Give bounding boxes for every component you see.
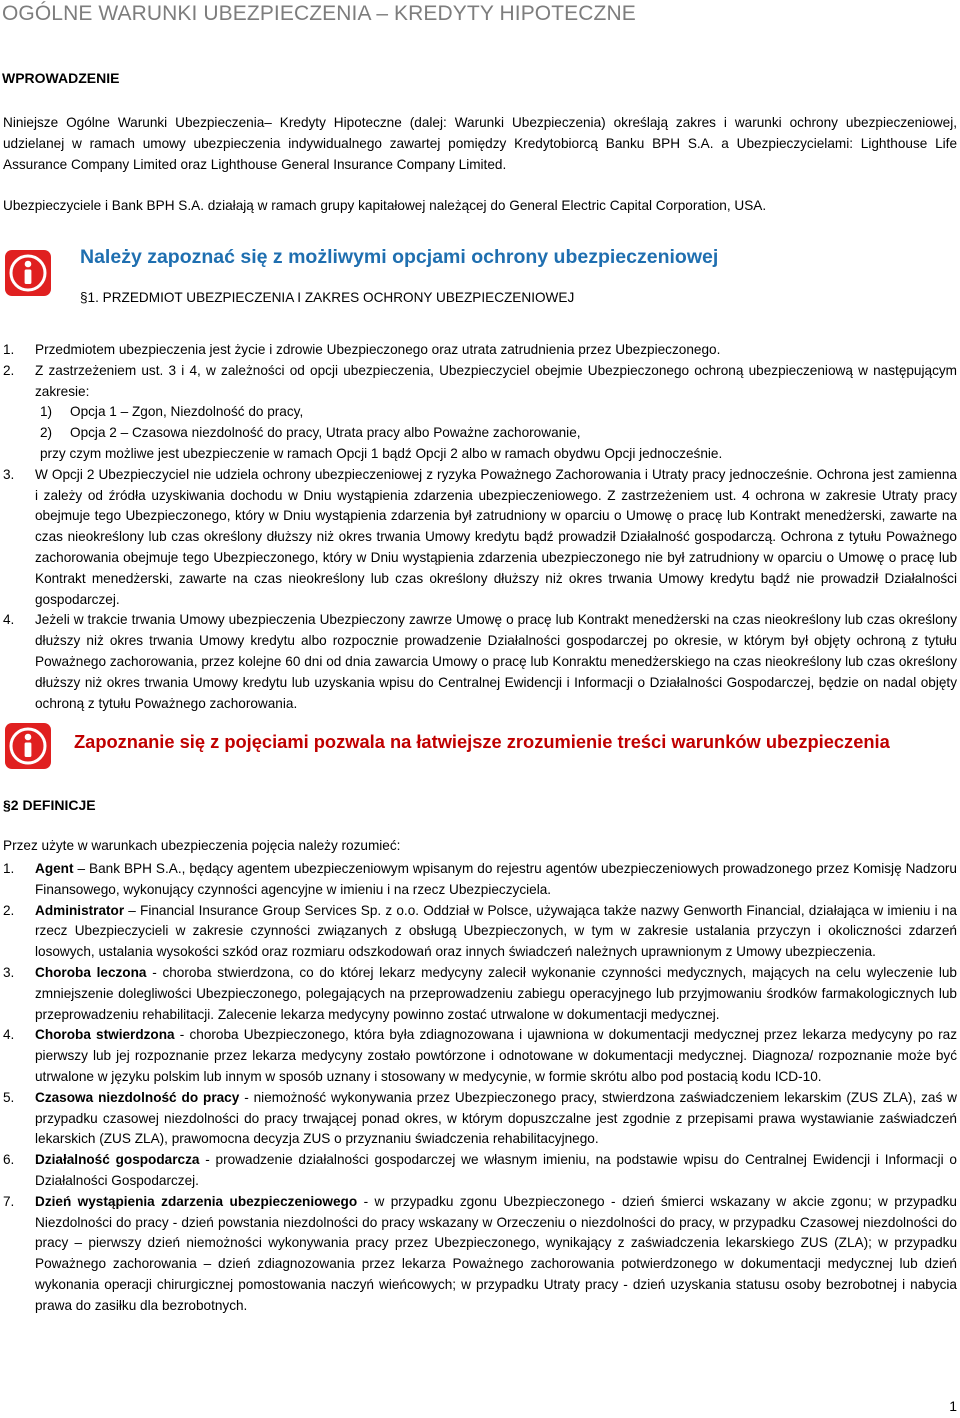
definition-text: - w przypadku zgonu Ubezpieczonego - dzień śmierci wskazany w akcie zgonu; w przypadku Niezdolności do pracy - dzień powstania niezdolności do pracy wskazany w Orzeczeniu o niezdolności do pracy, w przypadku Czasowej niezdolności do pracy – pierwszy dzień niemożności wykonywania pracy przez Ubezpieczonego, wynikający z zaświadczenia lekarskiego ZUS (ZLA); w przypadku Poważnego zachorowania – dzień zdiagnozowania przez lekarza Poważnego zachorowania potwierdzonego w dokumentacji medycznej lub dzień wykonania operacji chirurgicznej pomostowania naczyń wieńcowych; w przypadku Utraty pracy - dzień uzyskania statusu osoby bezrobotnej i nabycia prawa do zasiłku dla bezrobotnych. — [35, 1193, 957, 1313]
item-number: 6. — [3, 1152, 15, 1168]
definition-item — [0, 901, 960, 963]
option-item — [35, 402, 957, 423]
definition-text: - niemożność wykonywania przez Ubezpieczonego pracy, stwierdzona zaświadczeniem lekarskim (ZUS ZLA), zaś w przypadku czasowej niezdolności do pracy trwającej ponad okres, w którym dopuszczalne jest zgodnie z przepisami prawa wystawianie zaświadczeń lekarskich (ZUS ZLA), prawomocna decyzja ZUS o przyznaniu świadczenia rehabilitacyjnego. — [35, 1089, 957, 1147]
item-text: Przedmiotem ubezpieczenia jest życie i zdrowie Ubezpieczonego oraz utrata zatrudnienia przez Ubezpieczonego. — [35, 342, 721, 357]
item-number: 2. — [3, 362, 15, 378]
info-icon — [5, 250, 51, 296]
definition-text: - choroba stwierdzona, co do której lekarz medycyny zalecił wykonanie czynności medycznych, mających na celu wyleczenie lub zmniejszenie dolegliwości Ubezpieczonego, polegających na przeprowadzeniu zabiegu operacyjnego lub przyjmowaniu środków farmakologicznych lub przeprowadzeniu rehabilitacji. Zalecenie lekarza medycyny powinno zostać utrwalone w dokumentacji medycznej. — [35, 964, 957, 1022]
definition-text: - prowadzenie działalności gospodarczej we własnym imieniu, na podstawie wpisu do Centralnej Ewidencji i Informacji o Działalności Gospodarczej. — [35, 1152, 957, 1188]
item-text: W Opcji 2 Ubezpieczyciel nie udziela ochrony ubezpieczeniowej z ryzyka Poważnego Zachorowania i Utraty pracy jednocześnie. Ochrona jest zamienna i zależy od źródła uzyskiwania dochodu w Dniu wystąpienia zdarzenia ubezpieczeniowego. Z zastrzeżeniem ust. 4 ochrona w zakresie Utraty pracy obejmuje tego Ubezpieczonego, który w Dniu wystąpienia zdarzenia był zatrudniony w oparciu o Umowę o pracę lub Kontrakt menedżerski, zawarte na czas nieokreślony lub czas określony dłuższy niż okres trwania Umowy kredytu bądź prowadził Działalność gospodarczą. Ochrona z tytułu Poważnego zachorowania obejmuje tego Ubezpieczonego, który w Dniu wystąpienia zdarzenia ubezpieczonego nie był zatrudniony w oparciu o Umowę o pracę lub Kontrakt menedżerski, zawarte na czas nieokreślony lub czas określony dłuższy niż okres trwania Umowy kredytu bądź nie prowadził Działalności gospodarczej. — [35, 466, 957, 607]
notice-options: Należy zapoznać się z możliwymi opcjami ochrony ubezpieczeniowej — [80, 246, 719, 268]
item-number: 4. — [3, 612, 15, 628]
definition-item — [0, 1192, 960, 1317]
definition-term: Działalność gospodarcza — [35, 1152, 200, 1168]
item-number: 5. — [3, 1089, 15, 1105]
list-item — [0, 340, 960, 361]
definition-term: Agent — [35, 861, 74, 876]
list-item — [0, 610, 960, 714]
option-number: 2) — [40, 425, 53, 441]
option-text: Opcja 1 – Zgon, Niezdolność do pracy, — [70, 404, 304, 420]
option-item — [35, 423, 957, 444]
item-text: Z zastrzeżeniem ust. 3 i 4, w zależności od opcji ubezpieczenia, Ubezpieczyciel obejmie Ubezpieczonego ochroną ubezpieczeniową w następującym zakresie: — [35, 362, 957, 399]
section2-intro: Przez użyte w warunkach ubezpieczenia pojęcia należy rozumieć: — [3, 838, 401, 853]
list-item — [0, 465, 960, 611]
definition-text: - choroba Ubezpieczonego, która była zdiagnozowana i ujawniona w dokumentacji medycznej przez lekarza medycyny po raz pierwszy lub jej rozpoznanie przez lekarza medycyny zostało powtórzone i odnotowane w dokumentacji medycznej. Diagnoza/ rozpoznanie może być utrwalone w języku polskim lub innym w sposób uznany i stosowany w medycynie, w formie skrótu albo pod postacią kodu ICD-10. — [35, 1027, 957, 1084]
definition-term: Czasowa niezdolność do pracy — [35, 1089, 240, 1105]
item-number: 3. — [3, 466, 15, 482]
definition-item — [0, 859, 960, 901]
notice-definitions: Zapoznanie się z pojęciami pozwala na łatwiejsze zrozumienie treści warunków ubezpieczenia — [74, 731, 890, 752]
definition-term: Administrator — [35, 902, 125, 918]
definition-term: Choroba stwierdzona — [35, 1027, 175, 1043]
intro-heading: WPROWADZENIE — [2, 70, 120, 86]
definition-item — [0, 963, 960, 1025]
item-text: Jeżeli w trakcie trwania Umowy ubezpieczenia Ubezpieczony zawrze Umowę o pracę lub Kontrakt menedżerski na czas nieokreślony lub czas określony dłuższy niż okres trwania Umowy kredytu albo rozpocznie prowadzenie Działalności gospodarczej po okresie, w którym był objęty ochroną z tytułu Poważnego zachorowania, przez kolejne 60 dni od dnia zawarcia Umowy o pracę lub Konraktu menedżerskiego na czas nieokreślony lub czas określony dłuższy niż okres trwania Umowy kredytu lub uzyskania wpisu do Centralnej Ewidencji i Informacji o Działalności Gospodarczej, będzie on nadal objęty ochroną z tytułu Poważnego zachorowania. — [35, 612, 957, 711]
item-number: 4. — [3, 1027, 15, 1043]
definition-item — [0, 1150, 960, 1192]
definition-term: Choroba leczona — [35, 964, 147, 980]
section1-list — [0, 340, 960, 714]
definitions-list — [0, 859, 960, 1317]
definition-item — [0, 1025, 960, 1087]
intro-paragraph: Niniejsze Ogólne Warunki Ubezpieczenia– Kredyty Hipoteczne (dalej: Warunki Ubezpieczenia) określają zakres i warunki ochrony ubezpieczeniowej, udzielanej w ramach umowy ubezpieczenia indywidualnego zawartej pomiędzy Kredytobiorcą Banku BPH S.A. a Ubezpieczycielami: Lighthouse Life Assurance Company Limited oraz Lighthouse General Insurance Company Limited. — [3, 115, 957, 172]
option-text: Opcja 2 – Czasowa niezdolność do pracy, Utrata pracy albo Poważne zachorowanie, — [70, 425, 581, 441]
list-item — [0, 361, 960, 465]
section2-heading: §2 DEFINICJE — [3, 797, 96, 813]
definition-text: – Bank BPH S.A., będący agentem ubezpieczeniowym wpisanym do rejestru agentów ubezpieczeniowych prowadzonego przez Komisję Nadzoru Finansowego, wykonujący czynności agencyjne w imieniu i na rzecz Ubezpieczyciela. — [35, 861, 957, 897]
document-title: OGÓLNE WARUNKI UBEZPIECZENIA – KREDYTY HIPOTECZNE — [2, 2, 636, 25]
options-note: przy czym możliwe jest ubezpieczenie w ramach Opcji 1 bądź Opcji 2 albo w ramach obydwu Opcji jednocześnie. — [40, 445, 723, 461]
page-number: 1 — [949, 1398, 957, 1414]
option-number: 1) — [40, 404, 53, 420]
definition-item — [0, 1088, 960, 1150]
definition-term: Dzień wystąpienia zdarzenia ubezpieczeniowego — [35, 1193, 358, 1209]
info-icon — [5, 723, 51, 769]
item-number: 1. — [3, 861, 15, 876]
item-number: 3. — [3, 964, 15, 980]
section1-heading: §1. PRZEDMIOT UBEZPIECZENIA I ZAKRES OCHRONY UBEZPIECZENIOWEJ — [80, 290, 575, 305]
definition-text: – Financial Insurance Group Services Sp. z o.o. Oddział w Polsce, używająca także nazwy Genworth Financial, działająca w imieniu i na rzecz Ubezpieczycieli w zakresie czynności związanych z obsługą Ubezpieczonych, w tym w zakresie ustalania przyczyn i okoliczności zdarzeń losowych, ustalania wysokości szkód oraz rozmiaru odszkodowań oraz innych świadczeń należnych uprawnionym z Umowy ubezpieczenia. — [35, 902, 957, 960]
intro-paragraph-group: Ubezpieczyciele i Bank BPH S.A. działają w ramach grupy kapitałowej należącej do General Electric Capital Corporation, USA. — [3, 198, 767, 213]
item-number: 7. — [3, 1193, 15, 1209]
item-number: 1. — [3, 342, 15, 357]
item-number: 2. — [3, 902, 15, 918]
